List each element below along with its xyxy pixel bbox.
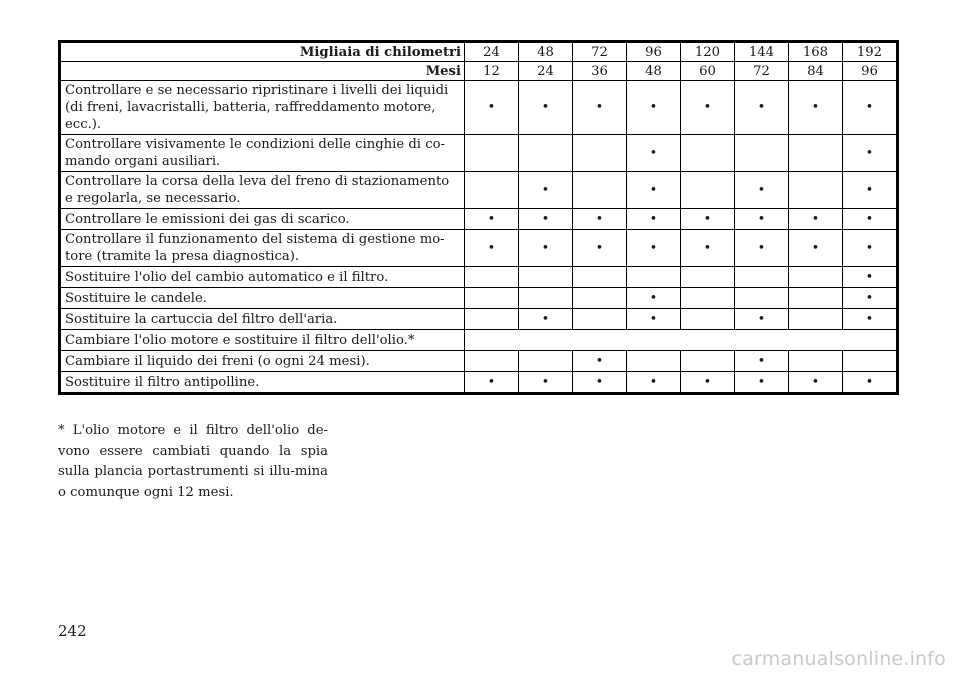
- empty-mark-cell: [681, 267, 735, 288]
- check-mark-cell: •: [735, 172, 789, 209]
- row-label: Sostituire la cartuccia del filtro dell'aria.: [60, 309, 465, 330]
- schedule-row: [60, 351, 898, 372]
- schedule-row: [60, 309, 898, 330]
- empty-mark-cell: [735, 135, 789, 172]
- schedule-row: [60, 135, 898, 172]
- header-row-km: [60, 42, 898, 62]
- row-label: Controllare il funzionamento del sistema di gestione mo-tore (tramite la presa diagnostica).: [60, 230, 465, 267]
- schedule-row: [60, 372, 898, 394]
- empty-mark-cell: [627, 351, 681, 372]
- check-mark-cell: •: [735, 81, 789, 135]
- row-label: Controllare visivamente le condizioni delle cinghie di co-mando organi ausiliari.: [60, 135, 465, 172]
- check-mark-cell: •: [735, 351, 789, 372]
- check-mark-cell: •: [519, 172, 573, 209]
- km-cell: 24: [465, 42, 519, 62]
- km-cell: 192: [843, 42, 898, 62]
- check-mark-cell: •: [627, 372, 681, 394]
- schedule-row: [60, 230, 898, 267]
- empty-mark-cell: [465, 267, 519, 288]
- empty-mark-cell: [843, 351, 898, 372]
- empty-mark-cell: [519, 135, 573, 172]
- header-km-label: Migliaia di chilometri: [60, 42, 465, 62]
- schedule-row: [60, 288, 898, 309]
- km-cell: 48: [519, 42, 573, 62]
- check-mark-cell: •: [681, 230, 735, 267]
- row-label: Sostituire il filtro antipolline.: [60, 372, 465, 394]
- row-label: Controllare la corsa della leva del freno di stazionamento e regolarla, se necessario.: [60, 172, 465, 209]
- empty-mark-cell: [465, 288, 519, 309]
- check-mark-cell: •: [519, 309, 573, 330]
- empty-mark-cell: [681, 135, 735, 172]
- month-cell: 60: [681, 62, 735, 81]
- empty-mark-cell: [519, 351, 573, 372]
- km-cell: 72: [573, 42, 627, 62]
- check-mark-cell: •: [519, 209, 573, 230]
- check-mark-cell: •: [627, 309, 681, 330]
- check-mark-cell: •: [519, 81, 573, 135]
- check-mark-cell: •: [843, 267, 898, 288]
- check-mark-cell: •: [573, 230, 627, 267]
- km-cell: 168: [789, 42, 843, 62]
- empty-mark-cell: [465, 135, 519, 172]
- month-cell: 96: [843, 62, 898, 81]
- empty-mark-cell: [735, 288, 789, 309]
- empty-mark-cell: [519, 288, 573, 309]
- month-cell: 12: [465, 62, 519, 81]
- month-cell: 84: [789, 62, 843, 81]
- check-mark-cell: •: [627, 209, 681, 230]
- empty-mark-cell: [681, 309, 735, 330]
- empty-mark-cell: [789, 267, 843, 288]
- empty-mark-cell: [573, 288, 627, 309]
- maintenance-schedule-table: [58, 40, 899, 395]
- check-mark-cell: •: [843, 230, 898, 267]
- empty-mark-cell: [573, 267, 627, 288]
- empty-mark-cell: [627, 267, 681, 288]
- row-label: Controllare e se necessario ripristinare i livelli dei liquidi (di freni, lavacristalli, batteria, raffreddamento motore, ecc.).: [60, 81, 465, 135]
- check-mark-cell: •: [843, 81, 898, 135]
- empty-mark-cell: [681, 172, 735, 209]
- schedule-row: [60, 172, 898, 209]
- empty-mark-cell: [465, 351, 519, 372]
- check-mark-cell: •: [465, 372, 519, 394]
- empty-mark-cell: [789, 351, 843, 372]
- row-label: Sostituire le candele.: [60, 288, 465, 309]
- check-mark-cell: •: [843, 372, 898, 394]
- empty-mark-cell: [519, 267, 573, 288]
- check-mark-cell: •: [519, 372, 573, 394]
- schedule-row: [60, 209, 898, 230]
- check-mark-cell: •: [681, 209, 735, 230]
- month-cell: 48: [627, 62, 681, 81]
- check-mark-cell: •: [627, 288, 681, 309]
- check-mark-cell: •: [843, 135, 898, 172]
- empty-mark-cell: [465, 172, 519, 209]
- check-mark-cell: •: [573, 209, 627, 230]
- check-mark-cell: •: [573, 81, 627, 135]
- empty-mark-cell: [789, 309, 843, 330]
- km-cell: 144: [735, 42, 789, 62]
- check-mark-cell: •: [627, 81, 681, 135]
- km-cell: 96: [627, 42, 681, 62]
- check-mark-cell: •: [843, 209, 898, 230]
- empty-interval-cell: [465, 330, 898, 351]
- check-mark-cell: •: [465, 81, 519, 135]
- row-label: Cambiare il liquido dei freni (o ogni 24 mesi).: [60, 351, 465, 372]
- check-mark-cell: •: [789, 372, 843, 394]
- check-mark-cell: •: [573, 372, 627, 394]
- schedule-row: [60, 330, 898, 351]
- check-mark-cell: •: [627, 172, 681, 209]
- empty-mark-cell: [789, 288, 843, 309]
- check-mark-cell: •: [681, 372, 735, 394]
- check-mark-cell: •: [789, 209, 843, 230]
- check-mark-cell: •: [519, 230, 573, 267]
- watermark: carmanualsonline.info: [731, 648, 946, 670]
- check-mark-cell: •: [735, 372, 789, 394]
- row-label: Sostituire l'olio del cambio automatico e il filtro.: [60, 267, 465, 288]
- empty-mark-cell: [789, 135, 843, 172]
- check-mark-cell: •: [789, 81, 843, 135]
- check-mark-cell: •: [573, 351, 627, 372]
- check-mark-cell: •: [735, 309, 789, 330]
- check-mark-cell: •: [735, 209, 789, 230]
- schedule-row: [60, 81, 898, 135]
- check-mark-cell: •: [465, 230, 519, 267]
- page-number: 242: [58, 622, 87, 640]
- empty-mark-cell: [681, 288, 735, 309]
- month-cell: 24: [519, 62, 573, 81]
- check-mark-cell: •: [843, 288, 898, 309]
- check-mark-cell: •: [843, 172, 898, 209]
- header-months-label: Mesi: [60, 62, 465, 81]
- check-mark-cell: •: [465, 209, 519, 230]
- footnote: * L'olio motore e il filtro dell'olio de-vono essere cambiati quando la spia sulla plancia portastrumenti si illu-mina o comunque ogni 12 mesi.: [58, 423, 328, 500]
- month-cell: 36: [573, 62, 627, 81]
- row-label: Controllare le emissioni dei gas di scarico.: [60, 209, 465, 230]
- km-cell: 120: [681, 42, 735, 62]
- header-row-months: [60, 62, 898, 81]
- empty-mark-cell: [789, 172, 843, 209]
- schedule-row: [60, 267, 898, 288]
- row-label: Cambiare l'olio motore e sostituire il filtro dell'olio.*: [60, 330, 465, 351]
- month-cell: 72: [735, 62, 789, 81]
- check-mark-cell: •: [627, 135, 681, 172]
- empty-mark-cell: [573, 309, 627, 330]
- empty-mark-cell: [573, 172, 627, 209]
- check-mark-cell: •: [843, 309, 898, 330]
- check-mark-cell: •: [681, 81, 735, 135]
- empty-mark-cell: [681, 351, 735, 372]
- check-mark-cell: •: [789, 230, 843, 267]
- check-mark-cell: •: [735, 230, 789, 267]
- check-mark-cell: •: [627, 230, 681, 267]
- empty-mark-cell: [465, 309, 519, 330]
- empty-mark-cell: [735, 267, 789, 288]
- empty-mark-cell: [573, 135, 627, 172]
